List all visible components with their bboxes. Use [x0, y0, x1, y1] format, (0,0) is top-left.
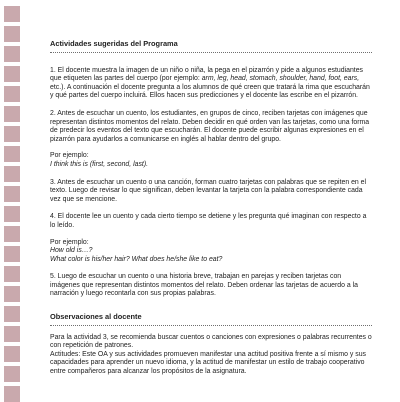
activity-2: 2. Antes de escuchar un cuento, los estudiantes, en grupos de cinco, reciben tarjetas con imágenes que representan distintos momentos del relato. Deben decidir en qué orden van las tarjetas, como una forma de predecir los eventos del texto que escucharán. El docente puede escribir algunas expresiones en el pizarrón para ayudarlos a comunicarse en inglés al hablar dentro del grupo.	[50, 109, 370, 143]
decorative-square	[4, 306, 20, 322]
activity-4-example-1: How old is…?	[50, 247, 93, 255]
document-content	[50, 40, 372, 377]
decorative-square	[4, 266, 20, 282]
activity-1-text-end: etc.). A continuación el docente pregunta a los alumnos de qué creen que tratará la rima que escucharán y qué partes del cuerpo incluirá. Ellos hacen sus predicciones y el docente las escribe en el pizarrón.	[50, 83, 370, 100]
observation-2: Actitudes: Este OA y sus actividades promueven manifestar una actitud positiva frente a sí mismo y sus capacidades para aprender un nuevo idioma, y la actitud de manifestar un estilo de trabajo cooperativo entre compañeros para alcanzar los propósitos de la asignatura.	[50, 350, 366, 376]
sidebar-decoration	[0, 0, 30, 400]
decorative-square	[4, 86, 20, 102]
activity-2-example-label: Por ejemplo:	[50, 152, 89, 160]
decorative-square	[4, 226, 20, 242]
activity-4-example-label: Por ejemplo:	[50, 238, 89, 246]
decorative-square	[4, 6, 20, 22]
decorative-square	[4, 106, 20, 122]
activity-1	[50, 67, 372, 101]
observation-1: Para la actividad 3, se recomienda buscar cuentos o canciones con expresiones o palabras recurrentes o con repetición de patrones.	[50, 333, 372, 350]
activity-3: 3. Antes de escuchar un cuento o una canción, forman cuatro tarjetas con palabras que se repiten en el texto. Luego de revisar lo que significan, deben levantar la tarjeta con la palabra correspondiente cada vez que se mencione.	[50, 178, 367, 203]
decorative-square	[4, 186, 20, 202]
section-heading-observations: Observaciones al docente	[50, 312, 142, 322]
decorative-square	[4, 46, 20, 62]
decorative-square	[4, 26, 20, 42]
activity-4-example-2: What color is his/her hair? What does he/she like to eat?	[50, 255, 223, 263]
activity-2-example: I think this is (first, second, last).	[50, 160, 149, 168]
decorative-square	[4, 66, 20, 82]
activity-5: 5. Luego de escuchar un cuento o una historia breve, trabajan en parejas y reciben tarjetas con imágenes que representan distintos momentos del relato. Deben ordenar las tarjetas de acuerdo a la narración y luego recontarla con sus propias palabras.	[50, 273, 358, 298]
decorative-square	[4, 146, 20, 162]
decorative-square	[4, 346, 20, 362]
activity-1-text: 1. El docente muestra la imagen de un niño o niña, la pega en el pizarrón y pide a algunos estudiantes que etiqueten las partes del cuerpo (por ejemplo:	[50, 66, 363, 83]
section-heading-activities: Actividades sugeridas del Programa	[50, 39, 178, 48]
decorative-square	[4, 286, 20, 302]
activity-4: 4. El docente lee un cuento y cada cierto tiempo se detiene y les pregunta qué imaginan con respecto a lo leído.	[50, 213, 367, 229]
decorative-square	[4, 206, 20, 222]
decorative-square	[4, 326, 20, 342]
activity-1-body-words: arm, leg, head, stomach, shoulder, hand, foot, ears,	[201, 75, 360, 83]
decorative-square	[4, 126, 20, 142]
decorative-square	[4, 166, 20, 182]
decorative-square	[4, 366, 20, 382]
decorative-square	[4, 246, 20, 262]
